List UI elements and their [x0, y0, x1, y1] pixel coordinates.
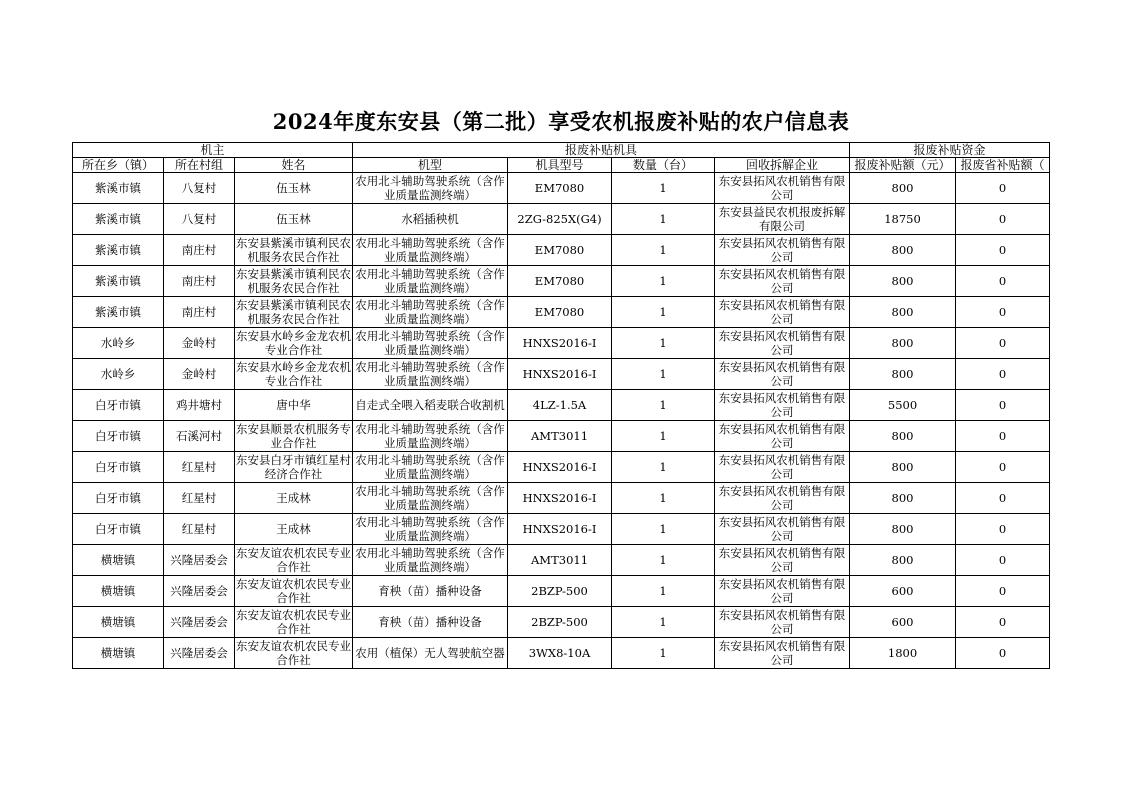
cell-recycler: 东安县拓风农机销售有限公司	[715, 266, 850, 297]
table-row	[73, 638, 1050, 669]
cell-name: 东安县水岭乡金龙农机专业合作社	[236, 329, 351, 357]
cell-category: 水稻插秧机	[353, 204, 508, 235]
col-header-recycler: 回收拆解企业	[715, 158, 850, 173]
cell-recycler: 东安县拓风农机销售有限公司	[715, 607, 850, 638]
cell-subsidy: 600	[850, 607, 956, 638]
cell-subsidy: 800	[850, 266, 956, 297]
cell-subsidy: 18750	[850, 204, 956, 235]
cell-village: 兴隆居委会	[164, 576, 235, 607]
cell-town: 白牙市镇	[73, 483, 164, 514]
cell-town: 白牙市镇	[73, 452, 164, 483]
cell-qty: 1	[612, 545, 715, 576]
cell-qty: 1	[612, 421, 715, 452]
cell-province-subsidy: 0	[956, 359, 1050, 390]
cell-recycler: 东安县拓风农机销售有限公司	[715, 576, 850, 607]
table-row	[73, 359, 1050, 390]
cell-town: 紫溪市镇	[73, 204, 164, 235]
table-row	[73, 266, 1050, 297]
cell-province-subsidy: 0	[956, 421, 1050, 452]
table-row	[73, 514, 1050, 545]
cell-village: 南庄村	[164, 266, 235, 297]
cell-town: 白牙市镇	[73, 390, 164, 421]
cell-name: 伍玉林	[235, 173, 353, 204]
cell-name: 唐中华	[235, 390, 353, 421]
subsidy-table	[72, 142, 1050, 669]
cell-province-subsidy: 0	[956, 452, 1050, 483]
cell-model: 3WX8-10A	[508, 638, 612, 669]
table-row	[73, 421, 1050, 452]
cell-recycler: 东安县益民农机报废拆解有限公司	[715, 204, 850, 235]
cell-name: 东安友谊农机农民专业合作社	[236, 577, 351, 605]
cell-qty: 1	[612, 638, 715, 669]
cell-recycler: 东安县拓风农机销售有限公司	[715, 297, 850, 328]
table-row	[73, 576, 1050, 607]
cell-subsidy: 800	[850, 452, 956, 483]
cell-village: 金岭村	[164, 359, 235, 390]
cell-province-subsidy: 0	[956, 545, 1050, 576]
cell-subsidy: 800	[850, 235, 956, 266]
cell-village: 八复村	[164, 204, 235, 235]
cell-recycler: 东安县拓风农机销售有限公司	[715, 514, 850, 545]
cell-name: 东安县水岭乡金龙农机专业合作社	[236, 360, 351, 388]
cell-recycler: 东安县拓风农机销售有限公司	[715, 390, 850, 421]
cell-model: EM7080	[508, 235, 612, 266]
cell-province-subsidy: 0	[956, 328, 1050, 359]
cell-village: 兴隆居委会	[164, 638, 235, 669]
cell-village: 南庄村	[164, 235, 235, 266]
cell-qty: 1	[612, 173, 715, 204]
group-machine-header: 报废补贴机具	[353, 143, 850, 158]
cell-name: 伍玉林	[235, 204, 353, 235]
table-row	[73, 204, 1050, 235]
cell-qty: 1	[612, 452, 715, 483]
cell-subsidy: 800	[850, 297, 956, 328]
cell-name: 王成林	[235, 514, 353, 545]
cell-town: 水岭乡	[73, 328, 164, 359]
cell-province-subsidy: 0	[956, 607, 1050, 638]
cell-province-subsidy: 0	[956, 297, 1050, 328]
cell-model: AMT3011	[508, 545, 612, 576]
cell-province-subsidy: 0	[956, 514, 1050, 545]
group-owner-header: 机主	[73, 143, 353, 158]
cell-recycler: 东安县拓风农机销售有限公司	[715, 235, 850, 266]
cell-model: EM7080	[508, 297, 612, 328]
cell-subsidy: 800	[850, 514, 956, 545]
cell-category: 农用（植保）无人驾驶航空器	[353, 638, 508, 669]
cell-subsidy: 800	[850, 545, 956, 576]
cell-town: 横塘镇	[73, 638, 164, 669]
table-row	[73, 297, 1050, 328]
cell-province-subsidy: 0	[956, 483, 1050, 514]
cell-name: 东安县紫溪市镇利民农机服务农民合作社	[236, 298, 351, 326]
cell-town: 白牙市镇	[73, 514, 164, 545]
cell-town: 白牙市镇	[73, 421, 164, 452]
cell-category: 农用北斗辅助驾驶系统（含作业质量监测终端）	[353, 235, 508, 266]
col-header-province-subsidy: 报废省补贴额（	[956, 158, 1050, 173]
col-header-category: 机型	[353, 158, 508, 173]
cell-model: 2ZG-825X(G4)	[508, 204, 612, 235]
column-header-row	[73, 158, 1050, 173]
cell-recycler: 东安县拓风农机销售有限公司	[715, 421, 850, 452]
cell-model: HNXS2016-I	[508, 483, 612, 514]
cell-name: 东安友谊农机农民专业合作社	[236, 546, 351, 574]
cell-subsidy: 800	[850, 359, 956, 390]
page-title: 2024年度东安县（第二批）享受农机报废补贴的农户信息表	[272, 109, 850, 134]
cell-model: HNXS2016-I	[508, 452, 612, 483]
table-row	[73, 235, 1050, 266]
cell-qty: 1	[612, 359, 715, 390]
cell-town: 横塘镇	[73, 607, 164, 638]
cell-name: 东安友谊农机农民专业合作社	[236, 608, 351, 636]
cell-model: 4LZ-1.5A	[508, 390, 612, 421]
cell-town: 紫溪市镇	[73, 173, 164, 204]
cell-recycler: 东安县拓风农机销售有限公司	[715, 328, 850, 359]
cell-model: EM7080	[508, 266, 612, 297]
col-header-village: 所在村组	[164, 158, 235, 173]
cell-subsidy: 800	[850, 483, 956, 514]
cell-category: 农用北斗辅助驾驶系统（含作业质量监测终端）	[353, 266, 508, 297]
cell-recycler: 东安县拓风农机销售有限公司	[715, 483, 850, 514]
cell-category: 农用北斗辅助驾驶系统（含作业质量监测终端）	[353, 421, 508, 452]
col-header-model: 机具型号	[508, 158, 612, 173]
table-row	[73, 607, 1050, 638]
table-row	[73, 390, 1050, 421]
col-header-subsidy: 报废补贴额（元）	[850, 158, 956, 173]
cell-name: 东安县顺景农机服务专业合作社	[236, 422, 351, 450]
cell-category: 农用北斗辅助驾驶系统（含作业质量监测终端）	[353, 483, 508, 514]
group-funds-header: 报废补贴资金	[850, 143, 1050, 158]
cell-recycler: 东安县拓风农机销售有限公司	[715, 452, 850, 483]
cell-model: HNXS2016-I	[508, 359, 612, 390]
cell-recycler: 东安县拓风农机销售有限公司	[715, 359, 850, 390]
cell-province-subsidy: 0	[956, 235, 1050, 266]
cell-province-subsidy: 0	[956, 390, 1050, 421]
group-header-row	[73, 143, 1050, 158]
cell-village: 兴隆居委会	[164, 607, 235, 638]
cell-category: 农用北斗辅助驾驶系统（含作业质量监测终端）	[353, 359, 508, 390]
cell-town: 紫溪市镇	[73, 235, 164, 266]
cell-name: 东安友谊农机农民专业合作社	[236, 639, 351, 667]
cell-qty: 1	[612, 204, 715, 235]
cell-qty: 1	[612, 235, 715, 266]
cell-recycler: 东安县拓风农机销售有限公司	[715, 173, 850, 204]
cell-village: 红星村	[164, 514, 235, 545]
cell-town: 紫溪市镇	[73, 266, 164, 297]
cell-model: 2BZP-500	[508, 576, 612, 607]
cell-qty: 1	[612, 266, 715, 297]
cell-town: 横塘镇	[73, 576, 164, 607]
cell-subsidy: 5500	[850, 390, 956, 421]
cell-subsidy: 800	[850, 421, 956, 452]
cell-village: 石溪河村	[164, 421, 235, 452]
cell-village: 红星村	[164, 483, 235, 514]
cell-qty: 1	[612, 328, 715, 359]
cell-model: EM7080	[508, 173, 612, 204]
cell-category: 农用北斗辅助驾驶系统（含作业质量监测终端）	[353, 297, 508, 328]
cell-village: 红星村	[164, 452, 235, 483]
cell-model: HNXS2016-I	[508, 514, 612, 545]
cell-province-subsidy: 0	[956, 638, 1050, 669]
cell-subsidy: 1800	[850, 638, 956, 669]
cell-category: 自走式全喂入稻麦联合收割机	[353, 390, 508, 421]
table-row	[73, 483, 1050, 514]
cell-village: 金岭村	[164, 328, 235, 359]
table-row	[73, 173, 1050, 204]
table-row	[73, 545, 1050, 576]
table-row	[73, 328, 1050, 359]
cell-category: 农用北斗辅助驾驶系统（含作业质量监测终端）	[353, 328, 508, 359]
cell-model: HNXS2016-I	[508, 328, 612, 359]
cell-province-subsidy: 0	[956, 204, 1050, 235]
cell-town: 紫溪市镇	[73, 297, 164, 328]
cell-qty: 1	[612, 297, 715, 328]
cell-village: 鸡井塘村	[164, 390, 235, 421]
table-row	[73, 452, 1050, 483]
cell-category: 育秧（苗）播种设备	[353, 576, 508, 607]
cell-town: 水岭乡	[73, 359, 164, 390]
cell-recycler: 东安县拓风农机销售有限公司	[715, 638, 850, 669]
cell-name: 王成林	[235, 483, 353, 514]
cell-qty: 1	[612, 514, 715, 545]
col-header-name: 姓名	[235, 158, 353, 173]
cell-category: 农用北斗辅助驾驶系统（含作业质量监测终端）	[353, 514, 508, 545]
cell-subsidy: 600	[850, 576, 956, 607]
cell-model: 2BZP-500	[508, 607, 612, 638]
cell-qty: 1	[612, 576, 715, 607]
cell-category: 农用北斗辅助驾驶系统（含作业质量监测终端）	[353, 545, 508, 576]
cell-model: AMT3011	[508, 421, 612, 452]
cell-qty: 1	[612, 607, 715, 638]
col-header-qty: 数量（台）	[612, 158, 715, 173]
cell-subsidy: 800	[850, 173, 956, 204]
cell-village: 兴隆居委会	[164, 545, 235, 576]
cell-town: 横塘镇	[73, 545, 164, 576]
cell-village: 八复村	[164, 173, 235, 204]
cell-name: 东安县白牙市镇红星村经济合作社	[236, 453, 351, 481]
cell-qty: 1	[612, 483, 715, 514]
cell-name: 东安县紫溪市镇利民农机服务农民合作社	[236, 267, 351, 295]
cell-name: 东安县紫溪市镇利民农机服务农民合作社	[236, 236, 351, 264]
cell-province-subsidy: 0	[956, 576, 1050, 607]
cell-category: 育秧（苗）播种设备	[353, 607, 508, 638]
cell-village: 南庄村	[164, 297, 235, 328]
col-header-town: 所在乡（镇）	[73, 158, 164, 173]
cell-category: 农用北斗辅助驾驶系统（含作业质量监测终端）	[353, 173, 508, 204]
cell-recycler: 东安县拓风农机销售有限公司	[715, 545, 850, 576]
cell-subsidy: 800	[850, 328, 956, 359]
cell-province-subsidy: 0	[956, 266, 1050, 297]
cell-province-subsidy: 0	[956, 173, 1050, 204]
cell-category: 农用北斗辅助驾驶系统（含作业质量监测终端）	[353, 452, 508, 483]
cell-qty: 1	[612, 390, 715, 421]
